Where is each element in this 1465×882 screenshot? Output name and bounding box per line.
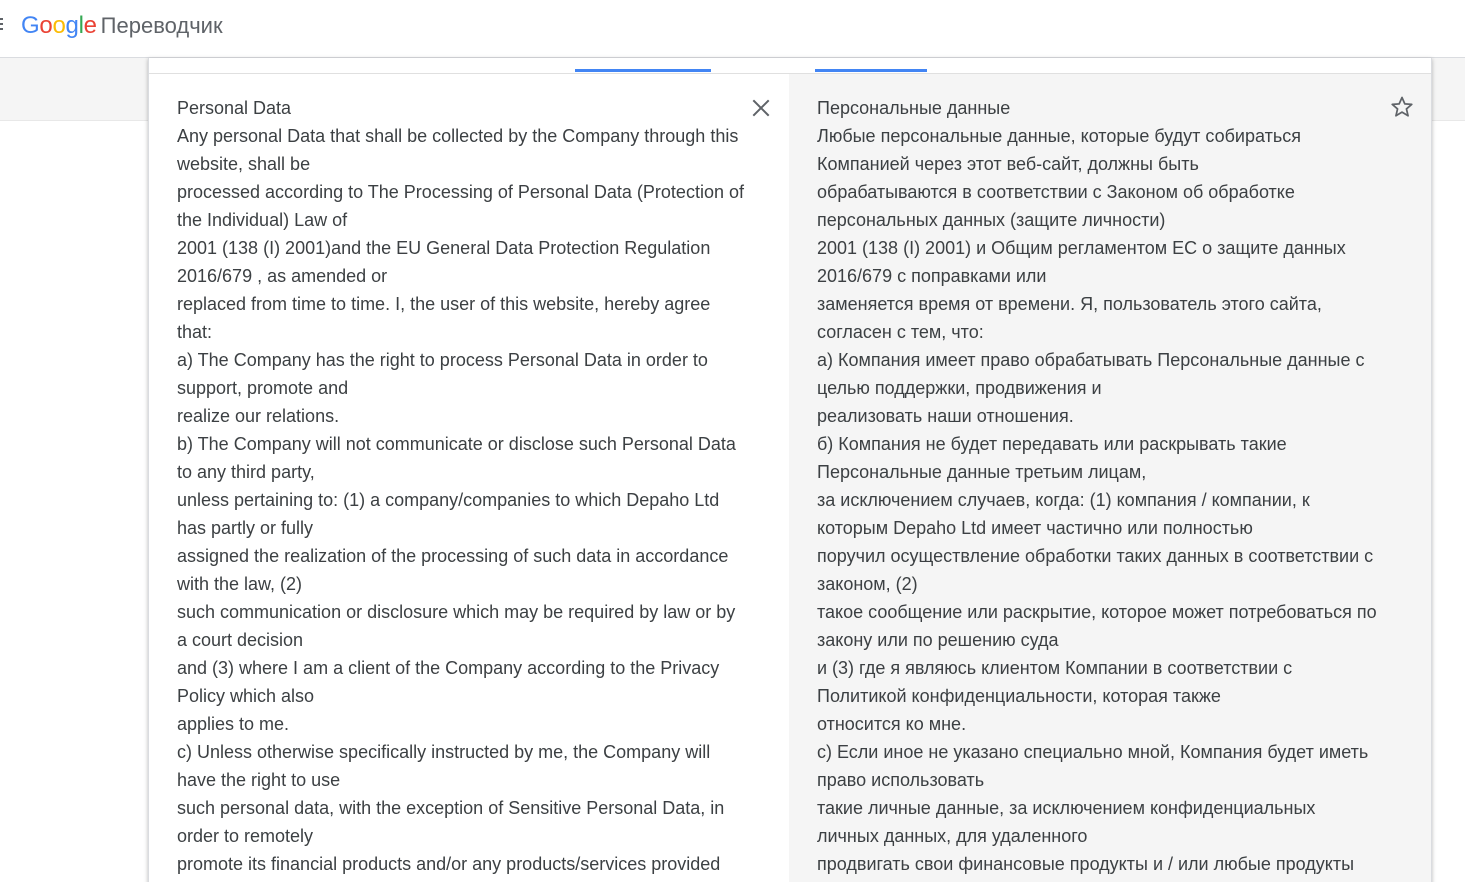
target-line: c) Если иное не указано специально мной, Компания будет иметь право использовать [817,742,1369,790]
translation-card [148,58,1432,882]
logo-letter: o [39,12,53,39]
target-text [817,94,1377,878]
close-icon [749,96,773,120]
save-translation-button[interactable] [1389,94,1415,120]
source-line: c) Unless otherwise specifically instructed by me, the Company will have the right to use [177,742,711,790]
target-line: относится ко мне. [817,714,967,734]
target-line: заменяется время от времени. Я, пользователь этого сайта, согласен с тем, что: [817,294,1322,342]
target-line: Любые персональные данные, которые будут собираться Компанией через этот веб-сайт, должны быть [817,126,1301,174]
logo-letter: g [65,12,79,39]
source-line: a) The Company has the right to process Personal Data in order to support, promote and [177,350,708,398]
target-line: обрабатываются в соответствии с Законом об обработке персональных данных (защите личности) [817,182,1295,230]
source-line: processed according to The Processing of Personal Data (Protection of the Individual) Law of [177,182,744,230]
target-line: продвигать свои финансовые продукты и / или любые продукты [817,854,1355,874]
source-line: realize our relations. [177,406,340,426]
target-line: поручил осуществление обработки таких данных в соответствии с законом, (2) [817,546,1374,594]
target-line: и (3) где я являюсь клиентом Компании в соответствии с Политикой конфиденциальности, которая также [817,658,1293,706]
target-language-tab-indicator [815,69,927,72]
product-name: Переводчик [100,13,223,38]
source-line: Personal Data [177,98,292,118]
source-line: and (3) where I am a client of the Company according to the Privacy Policy which also [177,658,720,706]
logo-letter: o [52,12,66,39]
target-line: 2001 (138 (I) 2001) и Общим регламентом ЕС о защите данных 2016/679 с поправками или [817,238,1346,286]
logo[interactable] [21,10,223,42]
source-language-tab-indicator [575,69,711,72]
source-line: unless pertaining to: (1) a company/companies to which Depaho Ltd has partly or fully [177,490,720,538]
clear-source-button[interactable] [749,96,773,120]
star-icon [1389,94,1415,120]
google-logo [21,12,97,40]
source-text[interactable] [177,94,747,878]
target-line: такое сообщение или раскрытие, которое может потребоваться по закону или по решению суда [817,602,1377,650]
source-line: assigned the realization of the processing of such data in accordance with the law, (2) [177,546,729,594]
logo-letter: l [78,12,84,39]
source-line: such personal data, with the exception of Sensitive Personal Data, in order to remotely [177,798,725,846]
target-line: такие личные данные, за исключением конфиденциальных личных данных, для удаленного [817,798,1316,846]
target-line: а) Компания имеет право обрабатывать Персональные данные с целью поддержки, продвижения и [817,350,1365,398]
menu-icon[interactable] [0,18,4,32]
source-line: Any personal Data that shall be collected by the Company through this website, shall be [177,126,739,174]
source-line: promote its financial products and/or any products/services provided [177,854,721,874]
language-tabs-bar [149,58,1431,74]
target-pane [789,74,1431,882]
logo-letter: e [83,12,97,39]
app-header [0,0,1465,58]
source-pane[interactable] [149,74,789,882]
target-line: б) Компания не будет передавать или раскрывать такие Персональные данные третьим лицам, [817,434,1287,482]
target-line: Персональные данные [817,98,1011,118]
logo-letter: G [21,12,40,39]
target-line: реализовать наши отношения. [817,406,1074,426]
target-line: за исключением случаев, когда: (1) компания / компании, к которым Depaho Ltd имеет частично или полностью [817,490,1310,538]
source-line: applies to me. [177,714,290,734]
source-line: b) The Company will not communicate or disclose such Personal Data to any third party, [177,434,736,482]
source-line: such communication or disclosure which may be required by law or by a court decision [177,602,736,650]
source-line: 2001 (138 (I) 2001)and the EU General Data Protection Regulation 2016/679 , as amended or [177,238,711,286]
source-line: replaced from time to time. I, the user of this website, hereby agree that: [177,294,711,342]
